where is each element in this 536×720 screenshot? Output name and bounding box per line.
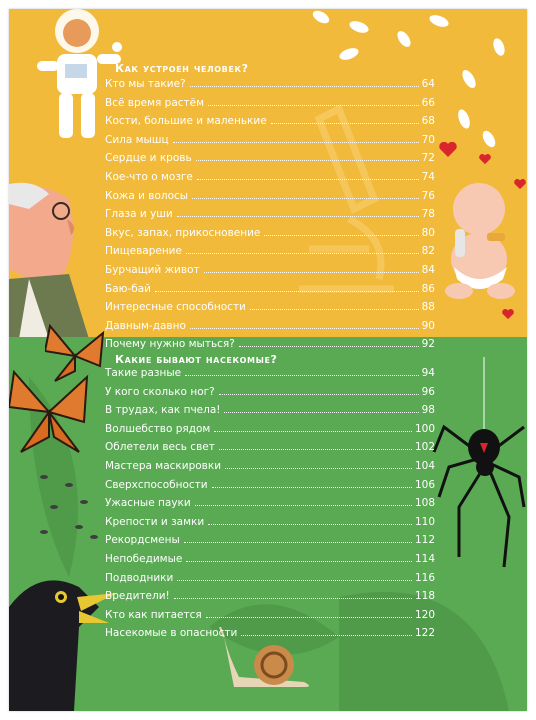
toc-entry[interactable]	[105, 590, 435, 609]
toc-entry-title: Насекомые в опасности	[105, 627, 238, 640]
dot-leader	[184, 542, 412, 543]
heart-icon	[439, 142, 457, 158]
toc-entry-title: Ужасные пауки	[105, 497, 191, 510]
toc-entry[interactable]	[105, 171, 435, 190]
section-title-insects: Какие бывают насекомые?	[115, 353, 278, 366]
toc-entry-page: 72	[421, 152, 435, 165]
dot-leader	[250, 309, 419, 310]
heart-icon	[514, 179, 526, 190]
toc-entry-page: 70	[421, 133, 435, 146]
toc-list-insects	[105, 367, 435, 646]
baby-illustration	[429, 179, 527, 309]
dot-leader	[225, 468, 412, 469]
toc-entry[interactable]	[105, 497, 435, 516]
toc-entry-page: 102	[414, 441, 435, 454]
toc-entry-page: 106	[414, 478, 435, 491]
toc-entry[interactable]	[105, 441, 435, 460]
toc-entry-page: 108	[414, 497, 435, 510]
toc-entry[interactable]	[105, 134, 435, 153]
butterfly-illustration	[9, 367, 89, 457]
toc-entry-title: Рекордсмены	[105, 534, 180, 547]
dot-leader	[185, 375, 419, 376]
toc-entry-page: 74	[421, 170, 435, 183]
toc-entry[interactable]	[105, 423, 435, 442]
toc-entry-page: 98	[421, 404, 435, 417]
dot-leader	[212, 487, 412, 488]
heart-icon	[479, 154, 491, 165]
toc-entry[interactable]	[105, 97, 435, 116]
old-man-illustration	[9, 179, 109, 339]
dot-leader	[204, 272, 419, 273]
toc-entry-title: Облетели весь свет	[105, 441, 215, 454]
book-page	[9, 9, 527, 711]
dot-leader	[208, 105, 419, 106]
dot-leader	[190, 86, 419, 87]
toc-entry[interactable]	[105, 572, 435, 591]
toc-entry-title: Кое-что о мозге	[105, 170, 193, 183]
toc-entry-page: 88	[421, 301, 435, 314]
toc-entry[interactable]	[105, 553, 435, 572]
toc-entry[interactable]	[105, 534, 435, 553]
toc-entry[interactable]	[105, 516, 435, 535]
dot-leader	[177, 580, 412, 581]
toc-entry[interactable]	[105, 152, 435, 171]
toc-entry[interactable]	[105, 627, 435, 646]
dot-leader	[239, 346, 419, 347]
toc-entry-title: Волшебство рядом	[105, 422, 211, 435]
toc-entry[interactable]	[105, 301, 435, 320]
toc-entry[interactable]	[105, 227, 435, 246]
toc-entry-page: 110	[414, 515, 435, 528]
toc-entry-title: Интересные способности	[105, 301, 246, 314]
toc-entry[interactable]	[105, 115, 435, 134]
toc-entry-page: 76	[421, 189, 435, 202]
toc-entry-title: Кости, большие и маленькие	[105, 115, 267, 128]
toc-entry-title: Глаза и уши	[105, 208, 173, 221]
dot-leader	[224, 412, 418, 413]
toc-entry-title: В трудах, как пчела!	[105, 404, 221, 417]
toc-entry[interactable]	[105, 283, 435, 302]
toc-entry[interactable]	[105, 609, 435, 628]
dot-leader	[186, 253, 419, 254]
toc-entry[interactable]	[105, 245, 435, 264]
toc-entry-page: 114	[414, 552, 435, 565]
toc-entry[interactable]	[105, 208, 435, 227]
heart-icon	[502, 309, 514, 320]
toc-entry-page: 64	[421, 78, 435, 90]
toc-entry[interactable]	[105, 386, 435, 405]
dot-leader	[214, 431, 412, 432]
toc-entry-title: Сердце и кровь	[105, 152, 192, 165]
toc-entry-title: Такие разные	[105, 367, 182, 379]
toc-entry-title: Сверхспособности	[105, 478, 208, 491]
toc-entry-page: 94	[421, 367, 435, 379]
dot-leader	[264, 235, 418, 236]
toc-entry[interactable]	[105, 190, 435, 209]
toc-entry-title: У кого сколько ног?	[105, 385, 215, 398]
toc-entry[interactable]	[105, 460, 435, 479]
dot-leader	[173, 142, 419, 143]
section-title-human: Как устроен человек?	[115, 62, 249, 75]
toc-entry-title: Кожа и волосы	[105, 189, 189, 202]
toc-entry-title: Пищеварение	[105, 245, 182, 258]
toc-entry[interactable]	[105, 404, 435, 423]
toc-entry-page: 68	[421, 115, 435, 128]
toc-entry-title: Крепости и замки	[105, 515, 205, 528]
dot-leader	[195, 505, 412, 506]
toc-entry-title: Вредители!	[105, 590, 170, 603]
toc-entry-page: 66	[421, 96, 435, 109]
dot-leader	[241, 635, 412, 636]
dot-leader	[196, 160, 419, 161]
dot-leader	[271, 123, 419, 124]
toc-entry-title: Сила мышц	[105, 133, 169, 146]
dot-leader	[219, 449, 412, 450]
dot-leader	[206, 617, 412, 618]
toc-entry-page: 122	[414, 627, 435, 640]
toc-entry-title: Всё время растём	[105, 96, 205, 109]
toc-entry[interactable]	[105, 78, 435, 97]
toc-entry-title: Непобедимые	[105, 552, 183, 565]
toc-entry-page: 80	[421, 226, 435, 239]
toc-entry-page: 120	[414, 608, 435, 621]
toc-entry-title: Бурчащий живот	[105, 263, 200, 276]
toc-entry[interactable]	[105, 264, 435, 283]
toc-entry-title: Баю-бай	[105, 282, 151, 295]
toc-entry-page: 116	[414, 571, 435, 584]
toc-entry-title: Кто как питается	[105, 608, 202, 621]
spider-illustration	[429, 357, 527, 577]
dot-leader	[155, 291, 419, 292]
dot-leader	[177, 216, 419, 217]
toc-entry-title: Кто мы такие?	[105, 78, 186, 90]
toc-entry[interactable]	[105, 320, 435, 339]
dot-leader	[186, 561, 412, 562]
toc-entry[interactable]	[105, 479, 435, 498]
toc-entry-title: Почему нужно мыться?	[105, 338, 235, 351]
toc-entry-title: Давным-давно	[105, 319, 186, 332]
ants-illustration	[24, 467, 104, 547]
toc-entry-page: 78	[421, 208, 435, 221]
toc-entry-page: 112	[414, 534, 435, 547]
toc-entry-page: 104	[414, 459, 435, 472]
dot-leader	[219, 394, 419, 395]
toc-entry-title: Подводники	[105, 571, 174, 584]
toc-entry[interactable]	[105, 367, 435, 386]
toc-list-human	[105, 78, 435, 357]
dot-leader	[192, 198, 419, 199]
toc-entry-page: 84	[421, 263, 435, 276]
toc-entry-page: 86	[421, 282, 435, 295]
toc-entry-page: 90	[421, 319, 435, 332]
toc-entry-page: 96	[421, 385, 435, 398]
toc-entry-page: 92	[421, 338, 435, 351]
dot-leader	[208, 524, 412, 525]
toc-entry-page: 82	[421, 245, 435, 258]
dot-leader	[174, 598, 412, 599]
toc-entry-page: 100	[414, 422, 435, 435]
crow-illustration	[9, 567, 119, 711]
dot-leader	[190, 328, 419, 329]
toc-entry-page: 118	[414, 590, 435, 603]
toc-entry-title: Вкус, запах, прикосновение	[105, 226, 261, 239]
dot-leader	[197, 179, 419, 180]
toc-entry-title: Мастера маскировки	[105, 459, 222, 472]
